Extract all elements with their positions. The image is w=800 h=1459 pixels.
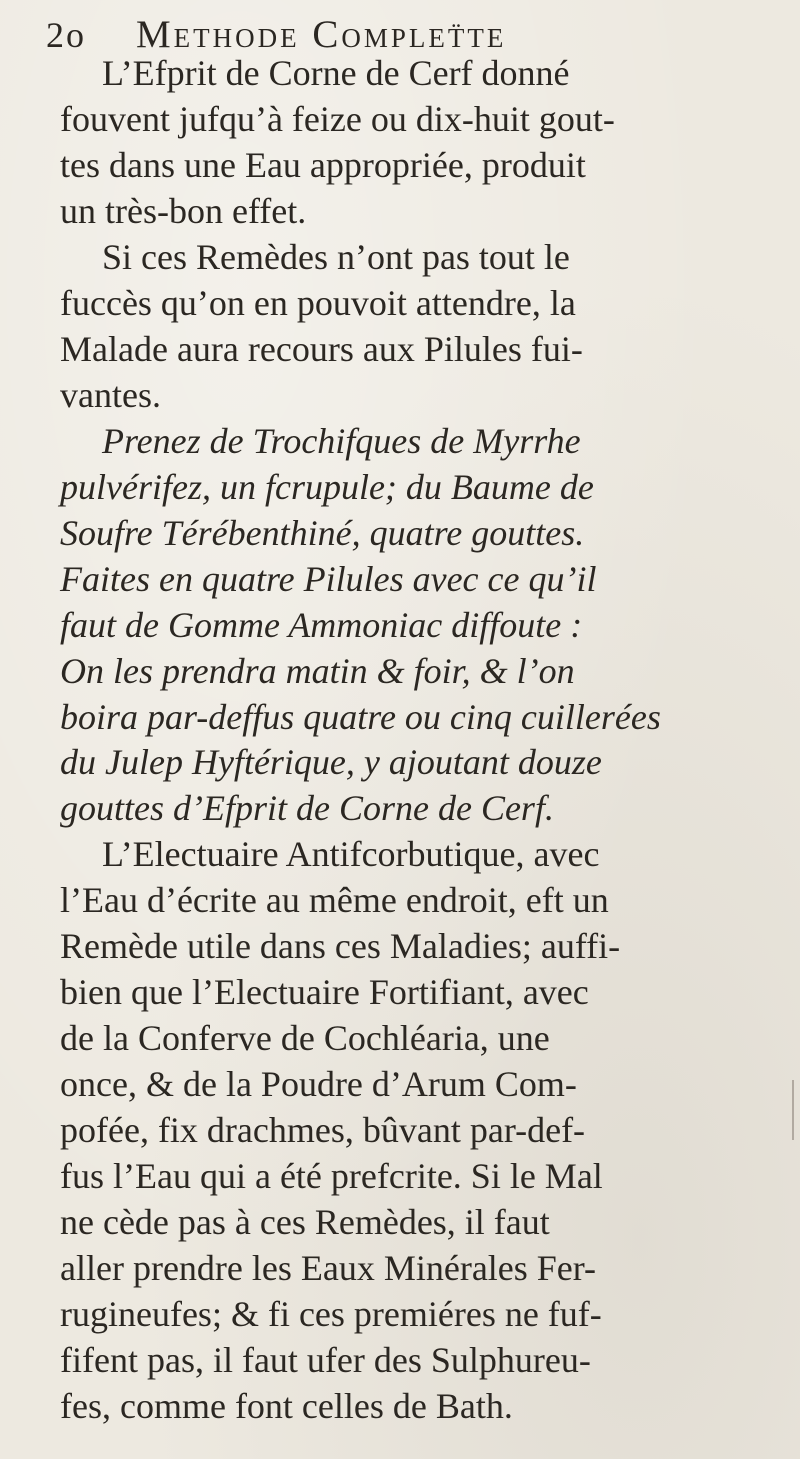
text-line: aller prendre les Eaux Minérales Fer- <box>60 1248 597 1288</box>
text-line: de la Conferve de Cochléaria, une <box>60 1018 550 1058</box>
text-line: fifent pas, il faut ufer des Sulphureu- <box>60 1340 591 1380</box>
text-line: vantes. <box>60 375 161 415</box>
text-line: un très-bon effet. <box>60 191 307 231</box>
text-line: Prenez de Trochifques de Myrrhe <box>102 421 581 461</box>
text-line: faut de Gomme Ammoniac diffoute : <box>60 605 583 645</box>
text-line: fus l’Eau qui a été prefcrite. Si le Mal <box>60 1156 603 1196</box>
text-line: du Julep Hyftérique, y ajoutant douze <box>60 742 602 782</box>
text-line: fuccès qu’on en pouvoit attendre, la <box>60 283 576 323</box>
text-line: Si ces Remèdes n’ont pas tout le <box>102 237 570 277</box>
text-line: On les prendra matin & foir, & l’on <box>60 651 575 691</box>
text-line: pulvérifez, un fcrupule; du Baume de <box>60 467 594 507</box>
page-header <box>40 4 740 54</box>
text-line: Faites en quatre Pilules avec ce qu’il <box>60 559 597 599</box>
text-line: Malade aura recours aux Pilules fui- <box>60 329 583 369</box>
text-line: gouttes d’Efprit de Corne de Cerf. <box>60 788 554 828</box>
text-line: once, & de la Poudre d’Arum Com- <box>60 1064 577 1104</box>
running-title: Methode Compleẗte <box>136 13 507 56</box>
text-line: ne cède pas à ces Remèdes, il faut <box>60 1202 550 1242</box>
text-line: fouvent jufqu’à feize ou dix-huit gout- <box>60 99 615 139</box>
text-line: rugineufes; & fi ces premiéres ne fuf- <box>60 1294 602 1334</box>
text-line: boira par-deffus quatre ou cinq cuillerées <box>60 697 661 737</box>
text-line: Remède utile dans ces Maladies; auffi- <box>60 926 621 966</box>
text-line: fes, comme font celles de Bath. <box>60 1386 513 1426</box>
text-line: pofée, fix drachmes, bûvant par-def- <box>60 1110 586 1150</box>
page-number: 2o <box>46 15 86 55</box>
text-line: tes dans une Eau appropriée, produit <box>60 145 586 185</box>
text-line: L’Efprit de Corne de Cerf donné <box>102 53 570 93</box>
text-line: l’Eau d’écrite au même endroit, eft un <box>60 880 609 920</box>
text-line: Soufre Térébenthiné, quatre gouttes. <box>60 513 585 553</box>
margin-mark <box>792 1080 794 1140</box>
text-line: bien que l’Electuaire Fortifiant, avec <box>60 972 589 1012</box>
text-line: L’Electuaire Antifcorbutique, avec <box>102 834 600 874</box>
